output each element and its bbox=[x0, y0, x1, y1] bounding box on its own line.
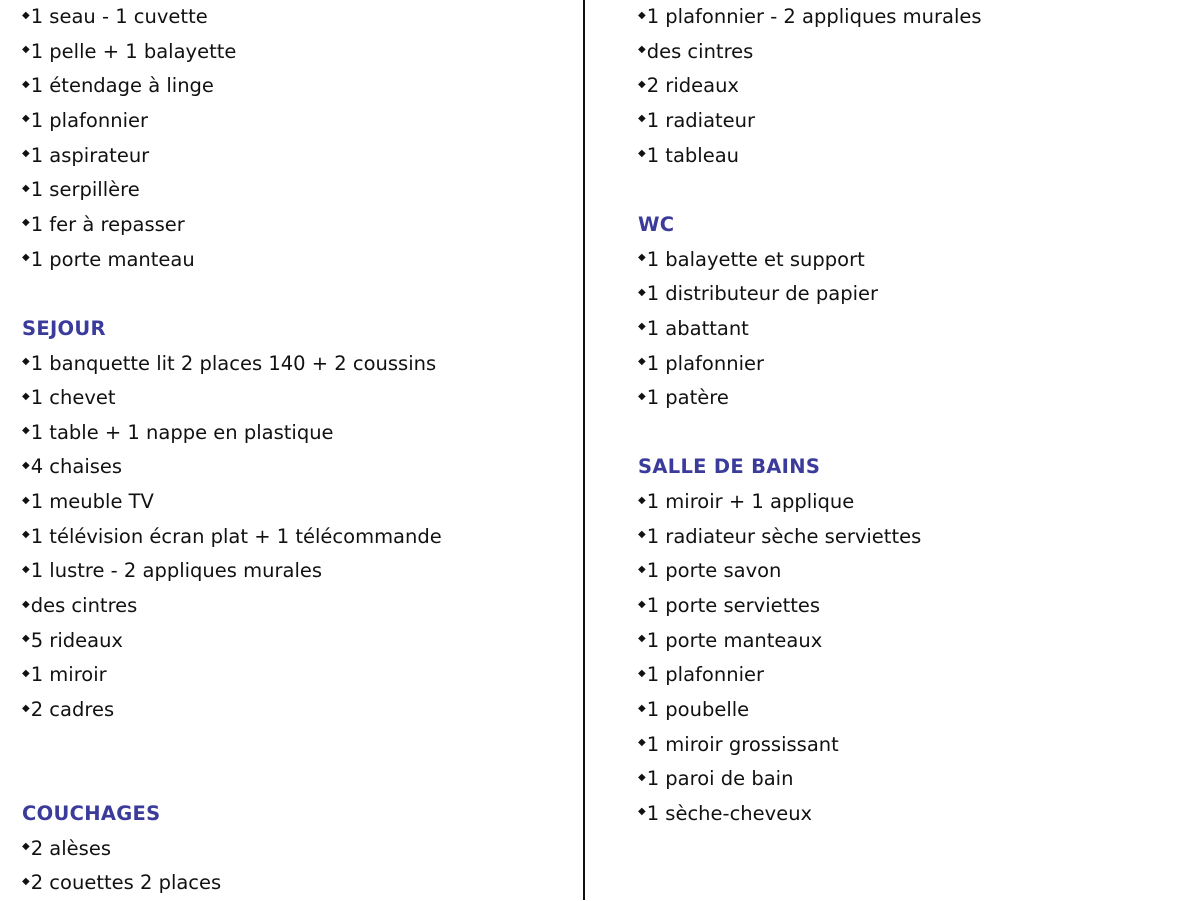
list-item bbox=[22, 104, 148, 138]
section-heading: WC bbox=[638, 212, 675, 236]
list-item-text: 1 étendage à linge bbox=[30, 74, 214, 98]
diamond-bullet-icon: ◆ bbox=[638, 113, 646, 125]
diamond-bullet-icon: ◆ bbox=[638, 286, 646, 298]
diamond-bullet-icon: ◆ bbox=[638, 702, 646, 714]
list-item-text: 1 porte manteaux bbox=[646, 628, 823, 652]
diamond-bullet-icon: ◆ bbox=[638, 771, 646, 783]
list-item bbox=[638, 0, 982, 34]
list-item-text: 1 serpillère bbox=[30, 178, 140, 202]
list-item-text: 5 rideaux bbox=[30, 628, 123, 652]
list-item bbox=[638, 139, 739, 173]
list-item-text: 1 balayette et support bbox=[646, 247, 865, 271]
diamond-bullet-icon: ◆ bbox=[638, 321, 646, 333]
list-item bbox=[638, 277, 878, 311]
list-item bbox=[22, 0, 208, 34]
list-item bbox=[22, 624, 123, 658]
diamond-bullet-icon: ◆ bbox=[22, 875, 30, 887]
list-item-text: 1 miroir bbox=[30, 663, 107, 687]
diamond-bullet-icon: ◆ bbox=[22, 459, 30, 471]
list-item-text: 1 plafonnier - 2 appliques murales bbox=[646, 5, 982, 28]
list-item bbox=[22, 450, 122, 484]
list-item-text: 2 couettes 2 places bbox=[30, 871, 222, 895]
diamond-bullet-icon: ◆ bbox=[22, 702, 30, 714]
list-item bbox=[22, 416, 334, 450]
list-item-text: 1 radiateur sèche serviettes bbox=[646, 524, 922, 548]
section-heading: SEJOUR bbox=[22, 316, 106, 340]
list-item bbox=[22, 520, 442, 554]
diamond-bullet-icon: ◆ bbox=[22, 113, 30, 125]
diamond-bullet-icon: ◆ bbox=[22, 529, 30, 541]
list-item bbox=[22, 658, 107, 692]
diamond-bullet-icon: ◆ bbox=[638, 667, 646, 679]
list-item-text: 1 miroir grossissant bbox=[646, 732, 839, 756]
list-item bbox=[22, 866, 221, 900]
diamond-bullet-icon: ◆ bbox=[638, 806, 646, 818]
list-item-text: 1 porte serviettes bbox=[646, 594, 821, 618]
list-item-text: 1 miroir + 1 applique bbox=[646, 490, 855, 514]
diamond-bullet-icon: ◆ bbox=[22, 667, 30, 679]
list-item bbox=[638, 554, 781, 588]
list-item-text: des cintres bbox=[646, 39, 754, 63]
diamond-bullet-icon: ◆ bbox=[22, 390, 30, 402]
list-item bbox=[22, 139, 149, 173]
list-item bbox=[22, 554, 322, 588]
list-item-text: 1 lustre - 2 appliques murales bbox=[30, 559, 323, 583]
list-item-text: 1 porte savon bbox=[646, 559, 782, 583]
list-item-text: 1 télévision écran plat + 1 télécommande bbox=[30, 524, 442, 548]
list-item bbox=[638, 658, 764, 692]
list-item bbox=[638, 762, 793, 796]
list-item bbox=[638, 693, 749, 727]
diamond-bullet-icon: ◆ bbox=[638, 390, 646, 402]
list-item-text: 1 distributeur de papier bbox=[646, 282, 879, 306]
diamond-bullet-icon: ◆ bbox=[22, 78, 30, 90]
list-item-text: 1 sèche-cheveux bbox=[646, 801, 813, 825]
list-item-text: 1 porte manteau bbox=[30, 247, 195, 271]
list-item-text: 2 alèses bbox=[30, 836, 111, 860]
list-item bbox=[638, 243, 865, 277]
diamond-bullet-icon: ◆ bbox=[638, 148, 646, 160]
diamond-bullet-icon: ◆ bbox=[638, 737, 646, 749]
list-item-text: 1 plafonnier bbox=[646, 663, 764, 687]
section-heading: SALLE DE BAINS bbox=[638, 455, 821, 479]
list-item bbox=[638, 797, 812, 831]
list-item-text: 1 fer à repasser bbox=[30, 212, 185, 236]
list-item bbox=[638, 624, 822, 658]
list-item-text: 1 pelle + 1 balayette bbox=[30, 39, 237, 63]
list-item-text: 1 seau - 1 cuvette bbox=[30, 5, 208, 28]
list-item-text: 1 aspirateur bbox=[30, 143, 150, 167]
list-item bbox=[22, 381, 116, 415]
list-item-text: 2 rideaux bbox=[646, 74, 739, 98]
list-item-text: 1 meuble TV bbox=[30, 490, 154, 514]
list-item bbox=[638, 589, 820, 623]
list-item-text: 1 radiateur bbox=[646, 108, 756, 132]
diamond-bullet-icon: ◆ bbox=[22, 425, 30, 437]
section-heading: COUCHAGES bbox=[22, 801, 161, 825]
diamond-bullet-icon: ◆ bbox=[22, 44, 30, 56]
diamond-bullet-icon: ◆ bbox=[22, 598, 30, 610]
list-item bbox=[638, 312, 749, 346]
diamond-bullet-icon: ◆ bbox=[22, 148, 30, 160]
diamond-bullet-icon: ◆ bbox=[22, 841, 30, 853]
list-item-text: 1 table + 1 nappe en plastique bbox=[30, 420, 334, 444]
list-item bbox=[638, 520, 921, 554]
right-column bbox=[638, 0, 1188, 900]
list-item-text: 2 cadres bbox=[30, 698, 115, 721]
list-item bbox=[22, 693, 114, 727]
list-item bbox=[22, 589, 137, 623]
diamond-bullet-icon: ◆ bbox=[638, 252, 646, 264]
list-item-text: 1 poubelle bbox=[646, 698, 750, 721]
list-item-text: 4 chaises bbox=[30, 455, 123, 479]
diamond-bullet-icon: ◆ bbox=[22, 217, 30, 229]
list-item bbox=[22, 832, 111, 866]
diamond-bullet-icon: ◆ bbox=[22, 9, 30, 21]
diamond-bullet-icon: ◆ bbox=[638, 598, 646, 610]
diamond-bullet-icon: ◆ bbox=[638, 9, 646, 21]
list-item bbox=[22, 35, 236, 69]
diamond-bullet-icon: ◆ bbox=[638, 633, 646, 645]
diamond-bullet-icon: ◆ bbox=[638, 78, 646, 90]
diamond-bullet-icon: ◆ bbox=[638, 356, 646, 367]
left-column bbox=[22, 0, 572, 900]
list-item bbox=[638, 35, 753, 69]
list-item-text: 1 plafonnier bbox=[30, 108, 148, 132]
list-item bbox=[22, 69, 214, 103]
list-item bbox=[22, 485, 154, 519]
diamond-bullet-icon: ◆ bbox=[22, 252, 30, 264]
diamond-bullet-icon: ◆ bbox=[22, 563, 30, 575]
list-item-text: 1 paroi de bain bbox=[646, 767, 794, 791]
list-item-text: 1 banquette lit 2 places 140 + 2 coussins bbox=[30, 351, 437, 375]
list-item bbox=[22, 173, 140, 207]
list-item bbox=[638, 728, 839, 762]
list-item bbox=[638, 104, 755, 138]
diamond-bullet-icon: ◆ bbox=[22, 494, 30, 506]
list-item bbox=[638, 381, 729, 415]
list-item-text: 1 plafonnier bbox=[646, 351, 764, 375]
list-item bbox=[22, 208, 185, 242]
list-item bbox=[638, 347, 764, 381]
list-item bbox=[22, 243, 195, 277]
list-item bbox=[22, 347, 436, 381]
diamond-bullet-icon: ◆ bbox=[638, 44, 646, 56]
list-item bbox=[638, 69, 739, 103]
diamond-bullet-icon: ◆ bbox=[638, 563, 646, 575]
column-divider bbox=[583, 0, 585, 900]
list-item bbox=[638, 485, 854, 519]
diamond-bullet-icon: ◆ bbox=[22, 633, 30, 645]
diamond-bullet-icon: ◆ bbox=[638, 529, 646, 541]
diamond-bullet-icon: ◆ bbox=[638, 494, 646, 506]
diamond-bullet-icon: ◆ bbox=[22, 182, 30, 194]
list-item-text: 1 tableau bbox=[646, 143, 740, 167]
diamond-bullet-icon: ◆ bbox=[22, 356, 30, 367]
list-item-text: des cintres bbox=[30, 594, 138, 618]
list-item-text: 1 abattant bbox=[646, 316, 749, 340]
list-item-text: 1 chevet bbox=[30, 386, 116, 410]
list-item-text: 1 patère bbox=[646, 386, 729, 410]
